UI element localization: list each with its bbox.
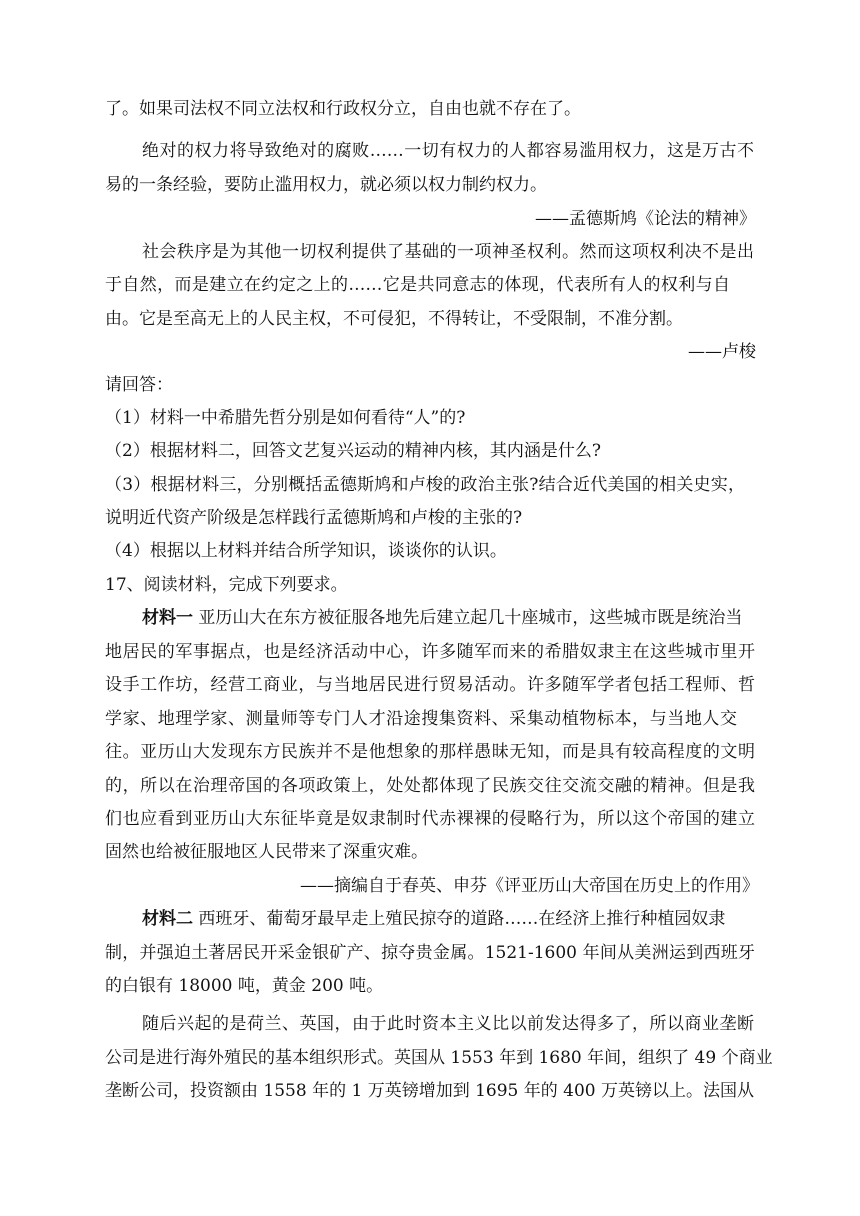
question-item: （4）根据以上材料并结合所学知识，谈谈你的认识。 <box>105 541 507 561</box>
text-line: 请回答： <box>105 375 173 395</box>
text-line: 地居民的军事据点，也是经济活动中心，许多随军而来的希腊奴隶主在这些城市里开 <box>105 642 755 662</box>
text-line: 了。如果司法权不同立法权和行政权分立，自由也就不存在了。 <box>105 99 581 119</box>
text-line: 于自然，而是建立在约定之上的……它是共同意志的体现，代表所有人的权利与自 <box>105 275 730 295</box>
text-line: 公司是进行海外殖民的基本组织形式。英国从 1553 年到 1680 年间，组织了 49 个商业 <box>105 1048 773 1068</box>
material-label: 材料一 <box>142 608 193 628</box>
text-line: 往。亚历山大发现东方民族并不是他想象的那样愚昧无知，而是具有较高程度的文明 <box>105 742 755 762</box>
text-line: 垄断公司，投资额由 1558 年的 1 万英镑增加到 1695 年的 400 万英镑以上。法国从 <box>105 1081 755 1101</box>
text-line <box>142 907 754 931</box>
material-text: 亚历山大在东方被征服各地先后建立起几十座城市，这些城市既是统治当 <box>198 608 743 628</box>
text-line: 们也应看到亚历山大东征毕竟是奴隶制时代赤裸裸的侵略行为，所以这个帝国的建立 <box>105 809 755 829</box>
text-line: 绝对的权力将导致绝对的腐败……一切有权力的人都容易滥用权力，这是万古不 <box>142 141 754 161</box>
text-line: 易的一条经验，要防止滥用权力，就必须以权力制约权力。 <box>105 175 547 195</box>
citation: ——卢梭 <box>688 342 756 362</box>
question-item: （2）根据材料二，回答文艺复兴运动的精神内核，其内涵是什么? <box>105 441 601 461</box>
text-line <box>142 606 754 630</box>
text-line: 随后兴起的是荷兰、英国，由于此时资本主义比以前发达得多了，所以商业垄断 <box>142 1014 754 1034</box>
text-line: 固然也给被征服地区人民带来了深重灾难。 <box>105 842 428 862</box>
question-item: （3）根据材料三，分别概括孟德斯鸠和卢梭的政治主张?结合近代美国的相关史实， <box>105 475 745 495</box>
text-line: 制，并强迫土著居民开采金银矿产、掠夺贵金属。1521-1600 年间从美洲运到西班牙 <box>105 943 755 963</box>
citation: ——孟德斯鸠《论法的精神》 <box>535 209 756 229</box>
citation: ——摘编自于春英、申芬《评亚历山大帝国在历史上的作用》 <box>300 876 759 896</box>
text-line: 社会秩序是为其他一切权利提供了基础的一项神圣权利。然而这项权利决不是出 <box>142 242 754 262</box>
text-line: 由。它是至高无上的人民主权，不可侵犯，不得转让，不受限制，不准分割。 <box>105 309 683 329</box>
text-line: 说明近代资产阶级是怎样践行孟德斯鸠和卢梭的主张的? <box>105 508 523 528</box>
question-heading: 17、阅读材料，完成下列要求。 <box>105 575 348 595</box>
text-line: 的，所以在治理帝国的各项政策上，处处都体现了民族交往交流交融的精神。但是我 <box>105 776 755 796</box>
text-line: 学家、地理学家、测量师等专门人才沿途搜集资料、采集动植物标本，与当地人交 <box>105 709 737 729</box>
material-label: 材料二 <box>142 909 193 929</box>
material-text: 西班牙、葡萄牙最早走上殖民掠夺的道路……在经济上推行种植园奴隶 <box>198 909 726 929</box>
question-item: （1）材料一中希腊先哲分别是如何看待“人”的? <box>105 408 466 428</box>
text-line: 的白银有 18000 吨，黄金 200 吨。 <box>105 976 384 996</box>
text-line: 设手工作坊，经营工商业，与当地居民进行贸易活动。许多随军学者包括工程师、哲 <box>105 675 755 695</box>
